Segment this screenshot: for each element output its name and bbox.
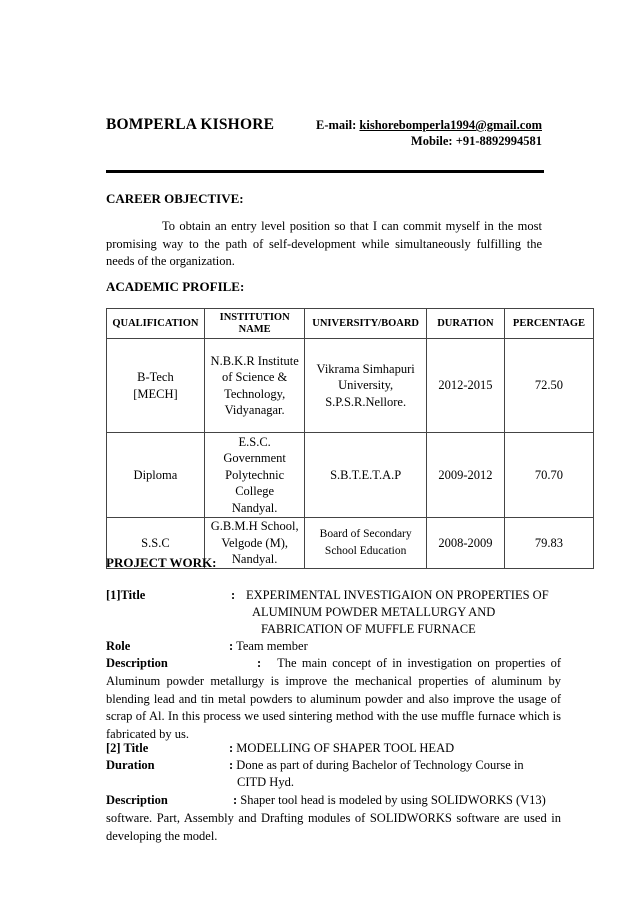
percentage-cell: 79.83	[504, 518, 593, 569]
project1-title-line: EXPERIMENTAL INVESTIGAION ON PROPERTIES OF	[246, 588, 549, 602]
mobile-number: +91-8892994581	[455, 134, 542, 148]
mobile-label: Mobile	[410, 134, 449, 148]
project2-title-label: [2] Title	[106, 741, 149, 755]
project1-description-label: Description	[106, 656, 168, 670]
qualification-cell: S.S.C	[107, 518, 205, 569]
table-row	[107, 339, 594, 433]
email-label: E-mail	[316, 118, 353, 132]
academic-profile-heading: ACADEMIC PROFILE:	[106, 279, 245, 294]
column-header: DURATION	[426, 309, 504, 339]
project2-title: MODELLING OF SHAPER TOOL HEAD	[236, 741, 455, 755]
duration-cell: 2009-2012	[426, 433, 504, 518]
career-objective-heading: CAREER OBJECTIVE:	[106, 191, 244, 206]
academic-table	[106, 308, 594, 569]
candidate-name: BOMPERLA KISHORE	[106, 116, 275, 133]
institution-cell: E.S.C. Government Polytechnic College Nandyal.	[204, 433, 305, 518]
project2-description-body: software. Part, Assembly and Drafting modules of SOLIDWORKS software are used in developing the model.	[106, 811, 561, 843]
project1-description-body: Aluminum powder metallurgy is improve the mechanical properties of aluminum by blending lead and tin metal powders to aluminum powder and also improve the usage of scrap of Al. In this process we used sintering method with the use muffle furnace which is fabricated by us.	[106, 674, 561, 741]
qualification-cell: B-Tech [MECH]	[107, 339, 205, 433]
project2-description-label: Description	[106, 793, 168, 807]
column-header: UNIVERSITY/BOARD	[305, 309, 426, 339]
institution-cell: N.B.K.R Institute of Science & Technology, Vidyanagar.	[204, 339, 305, 433]
table-header-row	[107, 309, 594, 339]
project1-title-line: FABRICATION OF MUFFLE FURNACE	[261, 622, 476, 636]
career-objective-text	[106, 218, 542, 271]
duration-label: Duration	[106, 758, 155, 772]
role-value: Team member	[236, 639, 308, 653]
project-work-heading: PROJECT WORK:	[106, 555, 217, 570]
mobile-line: Mobile: +91-8892994581	[410, 134, 542, 148]
board-cell: S.B.T.E.T.A.P	[305, 433, 426, 518]
column-header: QUALIFICATION	[107, 309, 205, 339]
role-line: : Team member	[229, 639, 308, 653]
project1-title-colon: :	[231, 588, 236, 602]
duration-cell: 2012-2015	[426, 339, 504, 433]
institution-cell: G.B.M.H School, Velgode (M), Nandyal.	[204, 518, 305, 569]
duration-value-cont: CITD Hyd.	[237, 775, 294, 789]
table-row	[107, 433, 594, 518]
email-line: E-mail: kishorebomperla1994@gmail.com	[316, 118, 542, 132]
role-label: Role	[106, 639, 131, 653]
board-cell: Vikrama Simhapuri University, S.P.S.R.Nellore.	[305, 339, 426, 433]
qualification-cell: Diploma	[107, 433, 205, 518]
column-header: PERCENTAGE	[504, 309, 593, 339]
header-divider	[106, 170, 544, 173]
column-header: INSTITUTION NAME	[204, 309, 305, 339]
project1-title-line: ALUMINUM POWDER METALLURGY AND	[252, 605, 496, 619]
project1-title-label: [1]Title	[106, 588, 146, 602]
duration-value: Done as part of during Bachelor of Technology Course in	[236, 758, 524, 772]
career-objective-body: To obtain an entry level position so that I can commit myself in the most promising way to the path of self-development while simultaneously fulfilling the needs of the organization.	[106, 219, 542, 268]
project2-title-line: : MODELLING OF SHAPER TOOL HEAD	[229, 741, 455, 755]
project1-description-first: : The main concept of in investigation on properties of	[257, 656, 561, 670]
email-link[interactable]: kishorebomperla1994@gmail.com	[359, 118, 542, 132]
project2-description-first: : Shaper tool head is modeled by using SOLIDWORKS (V13)	[233, 793, 546, 807]
board-cell: Board of Secondary School Education	[305, 518, 426, 569]
percentage-cell: 70.70	[504, 433, 593, 518]
percentage-cell: 72.50	[504, 339, 593, 433]
duration-cell: 2008-2009	[426, 518, 504, 569]
duration-line: : Done as part of during Bachelor of Technology Course in	[229, 758, 524, 772]
